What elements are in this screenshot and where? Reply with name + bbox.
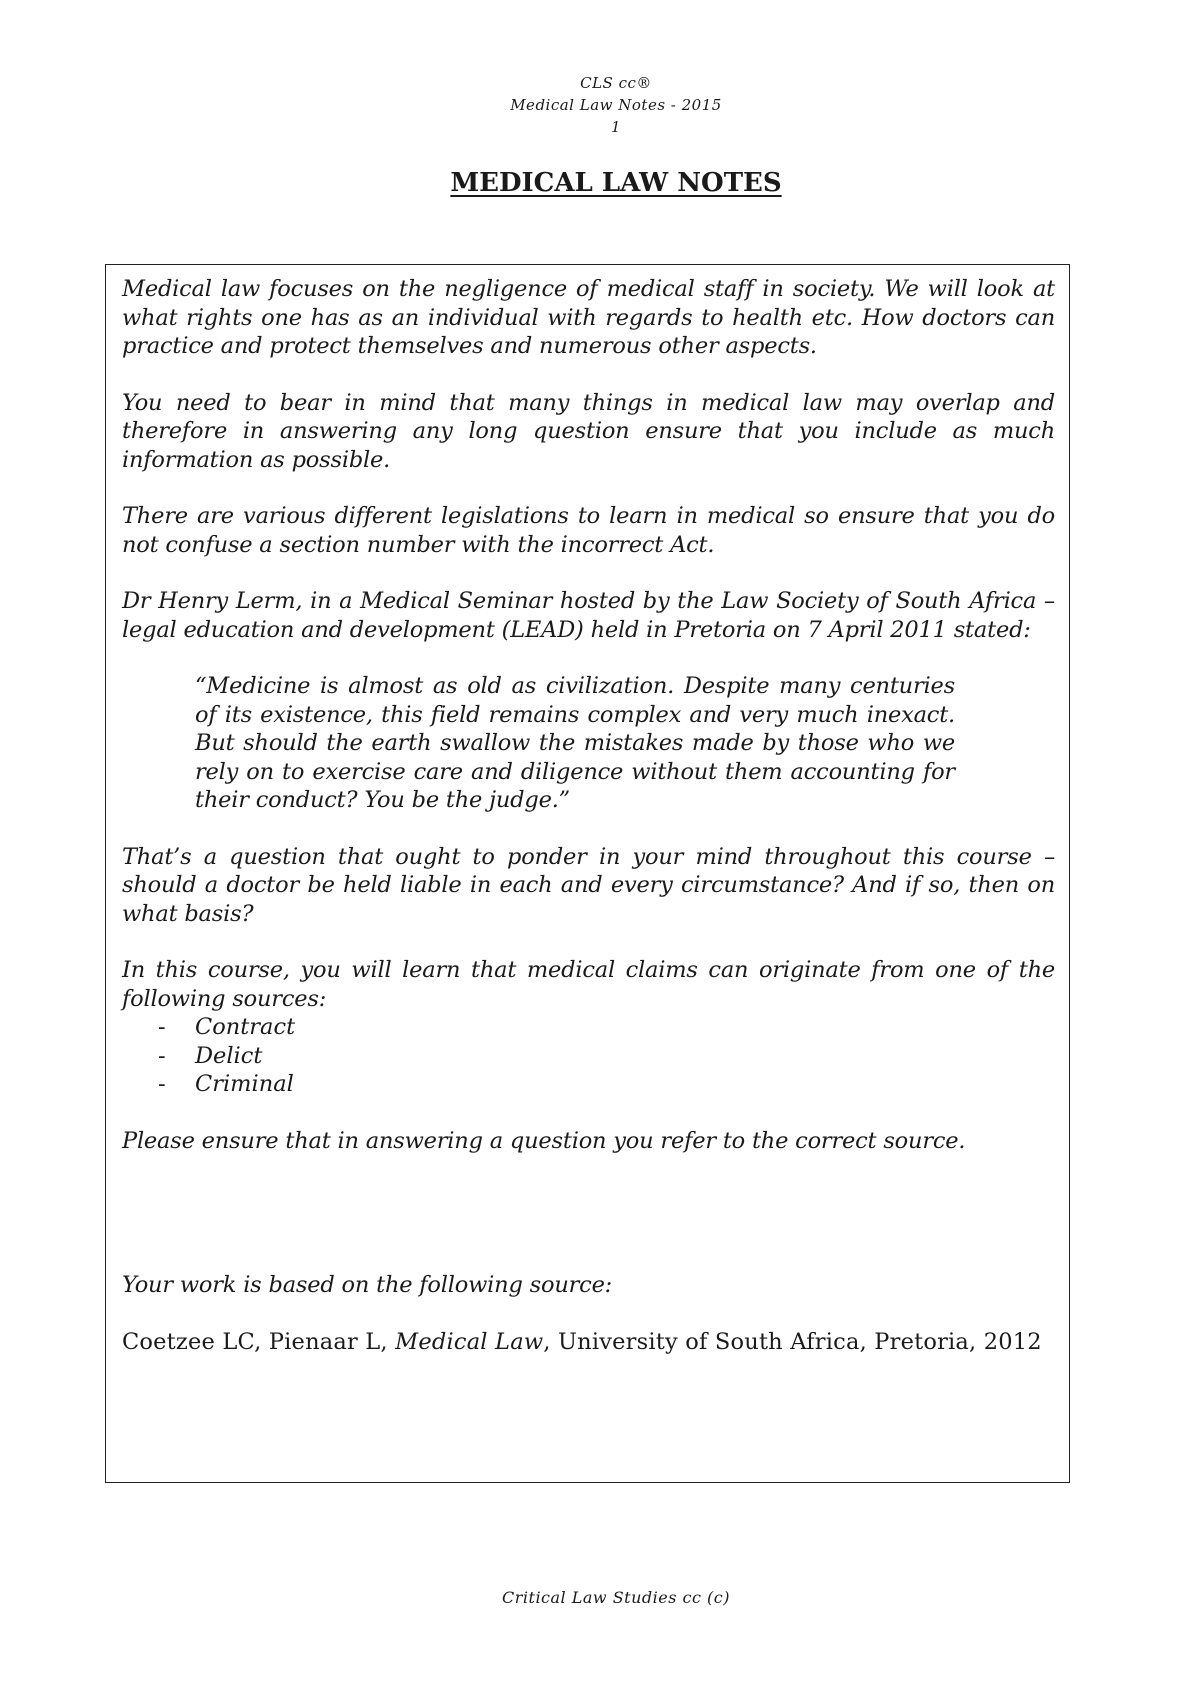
list-dash: - bbox=[158, 1071, 166, 1097]
legislation-paragraph: There are various different legislations to learn in medical so ensure that you do not confuse a section number with the incorrect Act. bbox=[122, 503, 1055, 558]
reference-publisher: , University of South Africa, Pretoria, 2012 bbox=[543, 1328, 1042, 1355]
reference-authors: Coetzee LC, Pienaar L, bbox=[122, 1328, 396, 1355]
spacer bbox=[122, 1183, 1055, 1271]
list-item bbox=[122, 1042, 1055, 1071]
reminder-paragraph: Please ensure that in answering a question you refer to the correct source. bbox=[122, 1127, 966, 1154]
list-item-label: Criminal bbox=[195, 1071, 294, 1097]
header-company: CLS cc® bbox=[580, 74, 652, 92]
page-footer: Critical Law Studies cc (c) bbox=[502, 1588, 730, 1607]
source-label: Your work is based on the following source: bbox=[122, 1272, 613, 1298]
list-item-label: Contract bbox=[195, 1014, 296, 1040]
intro-paragraph: Medical law focuses on the negligence of medical staff in society. We will look at what rights one has as an individual with regards to health etc. How doctors can practice and protect themselves and numerous other aspects. bbox=[122, 276, 1055, 359]
sources-list bbox=[122, 1013, 1055, 1099]
list-dash: - bbox=[158, 1014, 166, 1040]
question-paragraph: That’s a question that ought to ponder in your mind throughout this course – should a doctor be held liable in each and every circumstance? And if so, then on what basis? bbox=[122, 843, 1055, 927]
reference-book-title: Medical Law bbox=[395, 1328, 544, 1355]
header-page-number: 1 bbox=[610, 118, 622, 136]
seminar-paragraph: Dr Henry Lerm, in a Medical Seminar hosted by the Law Society of South Africa – legal education and development (LEAD) held in Pretoria on 7 April 2011 stated: bbox=[122, 588, 1055, 643]
reference-citation bbox=[122, 1328, 1055, 1357]
header-subtitle: Medical Law Notes - 2015 bbox=[510, 96, 722, 114]
list-item-label: Delict bbox=[195, 1042, 263, 1069]
page-header bbox=[0, 72, 1200, 138]
document-title: MEDICAL LAW NOTES bbox=[450, 168, 782, 198]
list-item bbox=[122, 1013, 1055, 1042]
overlap-paragraph: You need to bear in mind that many things in medical law may overlap and therefore in answering any long question ensure that you include as much information as possible. bbox=[122, 389, 1055, 473]
content-box bbox=[105, 264, 1070, 1483]
list-dash: - bbox=[158, 1042, 166, 1069]
list-item bbox=[122, 1070, 1055, 1099]
sources-intro: In this course, you will learn that medical claims can originate from one of the following sources: bbox=[122, 957, 1055, 1012]
lerm-quote: “Medicine is almost as old as civilization. Despite many centuries of its existence, this field remains complex and very much inexact. But should the earth swallow the mistakes made by those who we rely on to exercise care and diligence without them accounting for their conduct? You be the judge.” bbox=[195, 673, 955, 813]
